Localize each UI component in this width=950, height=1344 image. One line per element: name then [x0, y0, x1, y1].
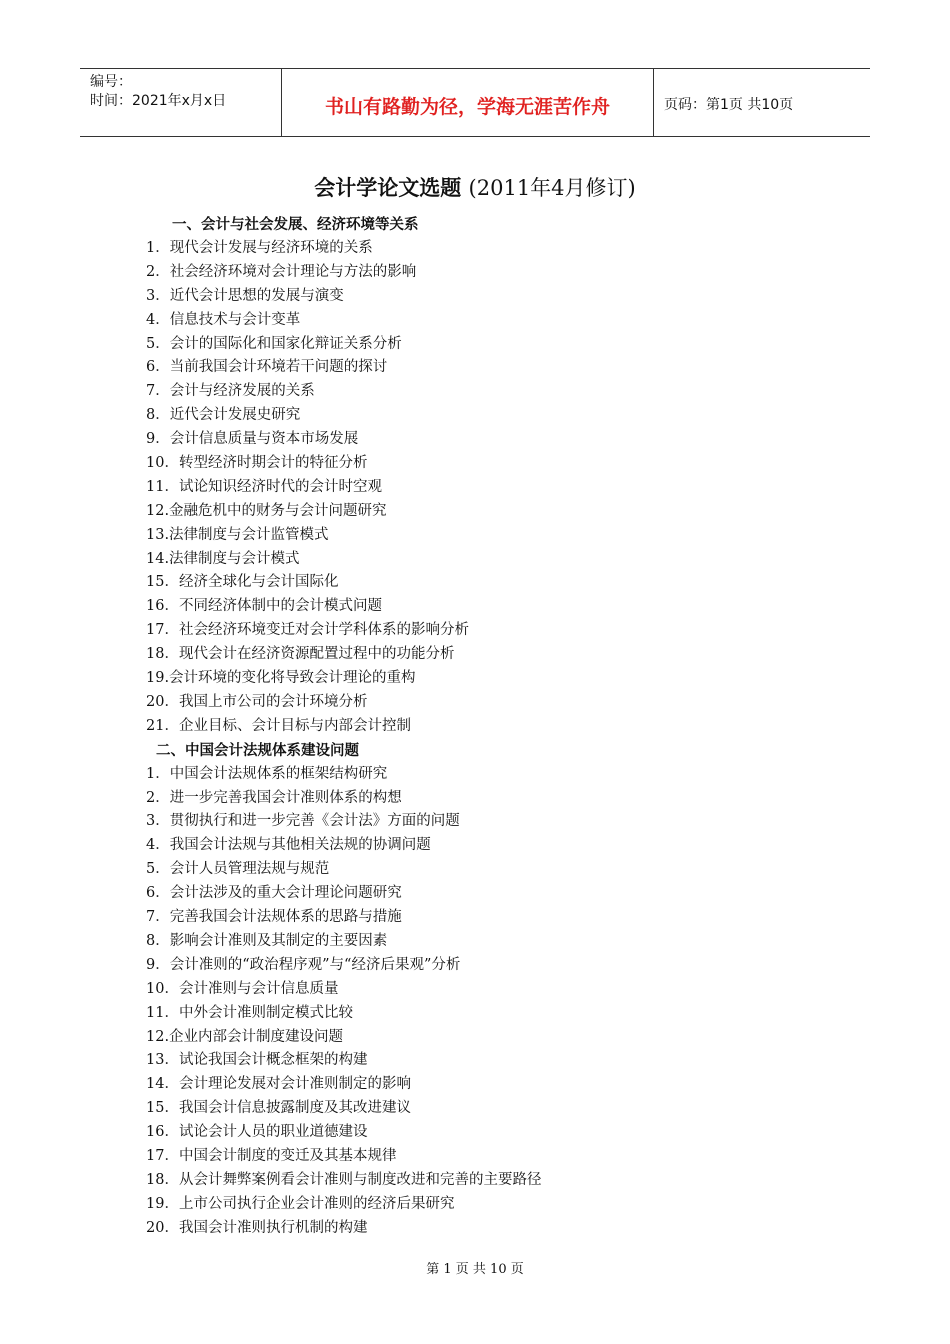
list-item: 1．现代会计发展与经济环境的关系	[146, 240, 373, 256]
list-item: 1．中国会计法规体系的框架结构研究	[146, 765, 388, 782]
list-item: 14.法律制度与会计模式	[146, 550, 300, 567]
list-item: 13．试论我国会计概念框架的构建	[146, 1052, 368, 1069]
list-item: 3．贯彻执行和进一步完善《会计法》方面的问题	[146, 813, 460, 830]
title-revision: (2011年4月修订)	[468, 176, 636, 200]
list-item: 9．会计准则的“政治程序观”与“经济后果观”分析	[146, 956, 461, 973]
list-item: 5．会计的国际化和国家化辩证关系分析	[146, 335, 402, 352]
list-item: 11．试论知识经济时代的会计时空观	[146, 478, 382, 495]
list-item: 18．从会计舞弊案例看会计准则与制度改进和完善的主要路径	[146, 1171, 542, 1188]
header-meta-cell	[80, 69, 282, 136]
document-header	[80, 68, 870, 137]
list-item: 12.企业内部会计制度建设问题	[146, 1028, 344, 1045]
list-item: 18．现代会计在经济资源配置过程中的功能分析	[146, 646, 455, 663]
number-label: 编号：	[90, 74, 132, 90]
list-item: 8．影响会计准则及其制定的主要因素	[146, 932, 388, 949]
list-item: 13.法律制度与会计监管模式	[146, 526, 329, 543]
list-item: 2．社会经济环境对会计理论与方法的影响	[146, 263, 417, 280]
list-item: 4．我国会计法规与其他相关法规的协调问题	[146, 837, 431, 854]
list-item: 15．我国会计信息披露制度及其改进建议	[146, 1100, 411, 1117]
list-item: 4．信息技术与会计变革	[146, 311, 301, 328]
list-item: 7．完善我国会计法规体系的思路与措施	[146, 909, 402, 926]
list-item: 19．上市公司执行企业会计准则的经济后果研究	[146, 1195, 455, 1212]
list-item: 2．进一步完善我国会计准则体系的构想	[146, 789, 402, 806]
section-heading: 一、会计与社会发展、经济环境等关系	[172, 217, 419, 233]
page-footer: 第 1 页 共 10 页	[426, 1262, 524, 1277]
list-item: 6．当前我国会计环境若干问题的探讨	[146, 359, 388, 376]
list-item: 9．会计信息质量与资本市场发展	[146, 431, 359, 448]
list-item: 19.会计环境的变化将导致会计理论的重构	[146, 670, 416, 687]
time-label: 时间：2021年x月x日	[90, 93, 227, 109]
title-main: 会计学论文选题	[314, 175, 469, 200]
list-item: 10．会计准则与会计信息质量	[146, 980, 339, 997]
list-item: 20．我国上市公司的会计环境分析	[146, 693, 368, 710]
list-item: 11．中外会计准则制定模式比较	[146, 1004, 353, 1021]
list-item: 10．转型经济时期会计的特征分析	[146, 455, 368, 472]
motto-text: 书山有路勤为径，学海无涯苦作舟	[324, 96, 610, 118]
list-item: 8．近代会计发展史研究	[146, 407, 301, 424]
document-title	[0, 172, 950, 202]
page-info: 页码：第1页 共10页	[664, 97, 794, 113]
list-item: 5．会计人员管理法规与规范	[146, 861, 330, 878]
list-item: 3．近代会计思想的发展与演变	[146, 287, 344, 304]
list-item: 15．经济全球化与会计国际化	[146, 574, 339, 591]
list-item: 17．社会经济环境变迁对会计学科体系的影响分析	[146, 622, 469, 639]
list-item: 20．我国会计准则执行机制的构建	[146, 1219, 368, 1236]
topic-list	[146, 213, 846, 1241]
list-item: 16．不同经济体制中的会计模式问题	[146, 598, 382, 615]
section-heading: 二、中国会计法规体系建设问题	[156, 742, 359, 759]
list-item: 14．会计理论发展对会计准则制定的影响	[146, 1076, 411, 1093]
list-item: 16．试论会计人员的职业道德建设	[146, 1124, 368, 1141]
list-item: 7．会计与经济发展的关系	[146, 383, 315, 400]
list-item: 12.金融危机中的财务与会计问题研究	[146, 502, 387, 519]
header-motto-cell	[282, 69, 654, 136]
list-item: 6．会计法涉及的重大会计理论问题研究	[146, 885, 402, 902]
list-item: 21．企业目标、会计目标与内部会计控制	[146, 717, 411, 734]
header-page-cell	[654, 69, 870, 136]
list-item: 17．中国会计制度的变迁及其基本规律	[146, 1147, 397, 1164]
